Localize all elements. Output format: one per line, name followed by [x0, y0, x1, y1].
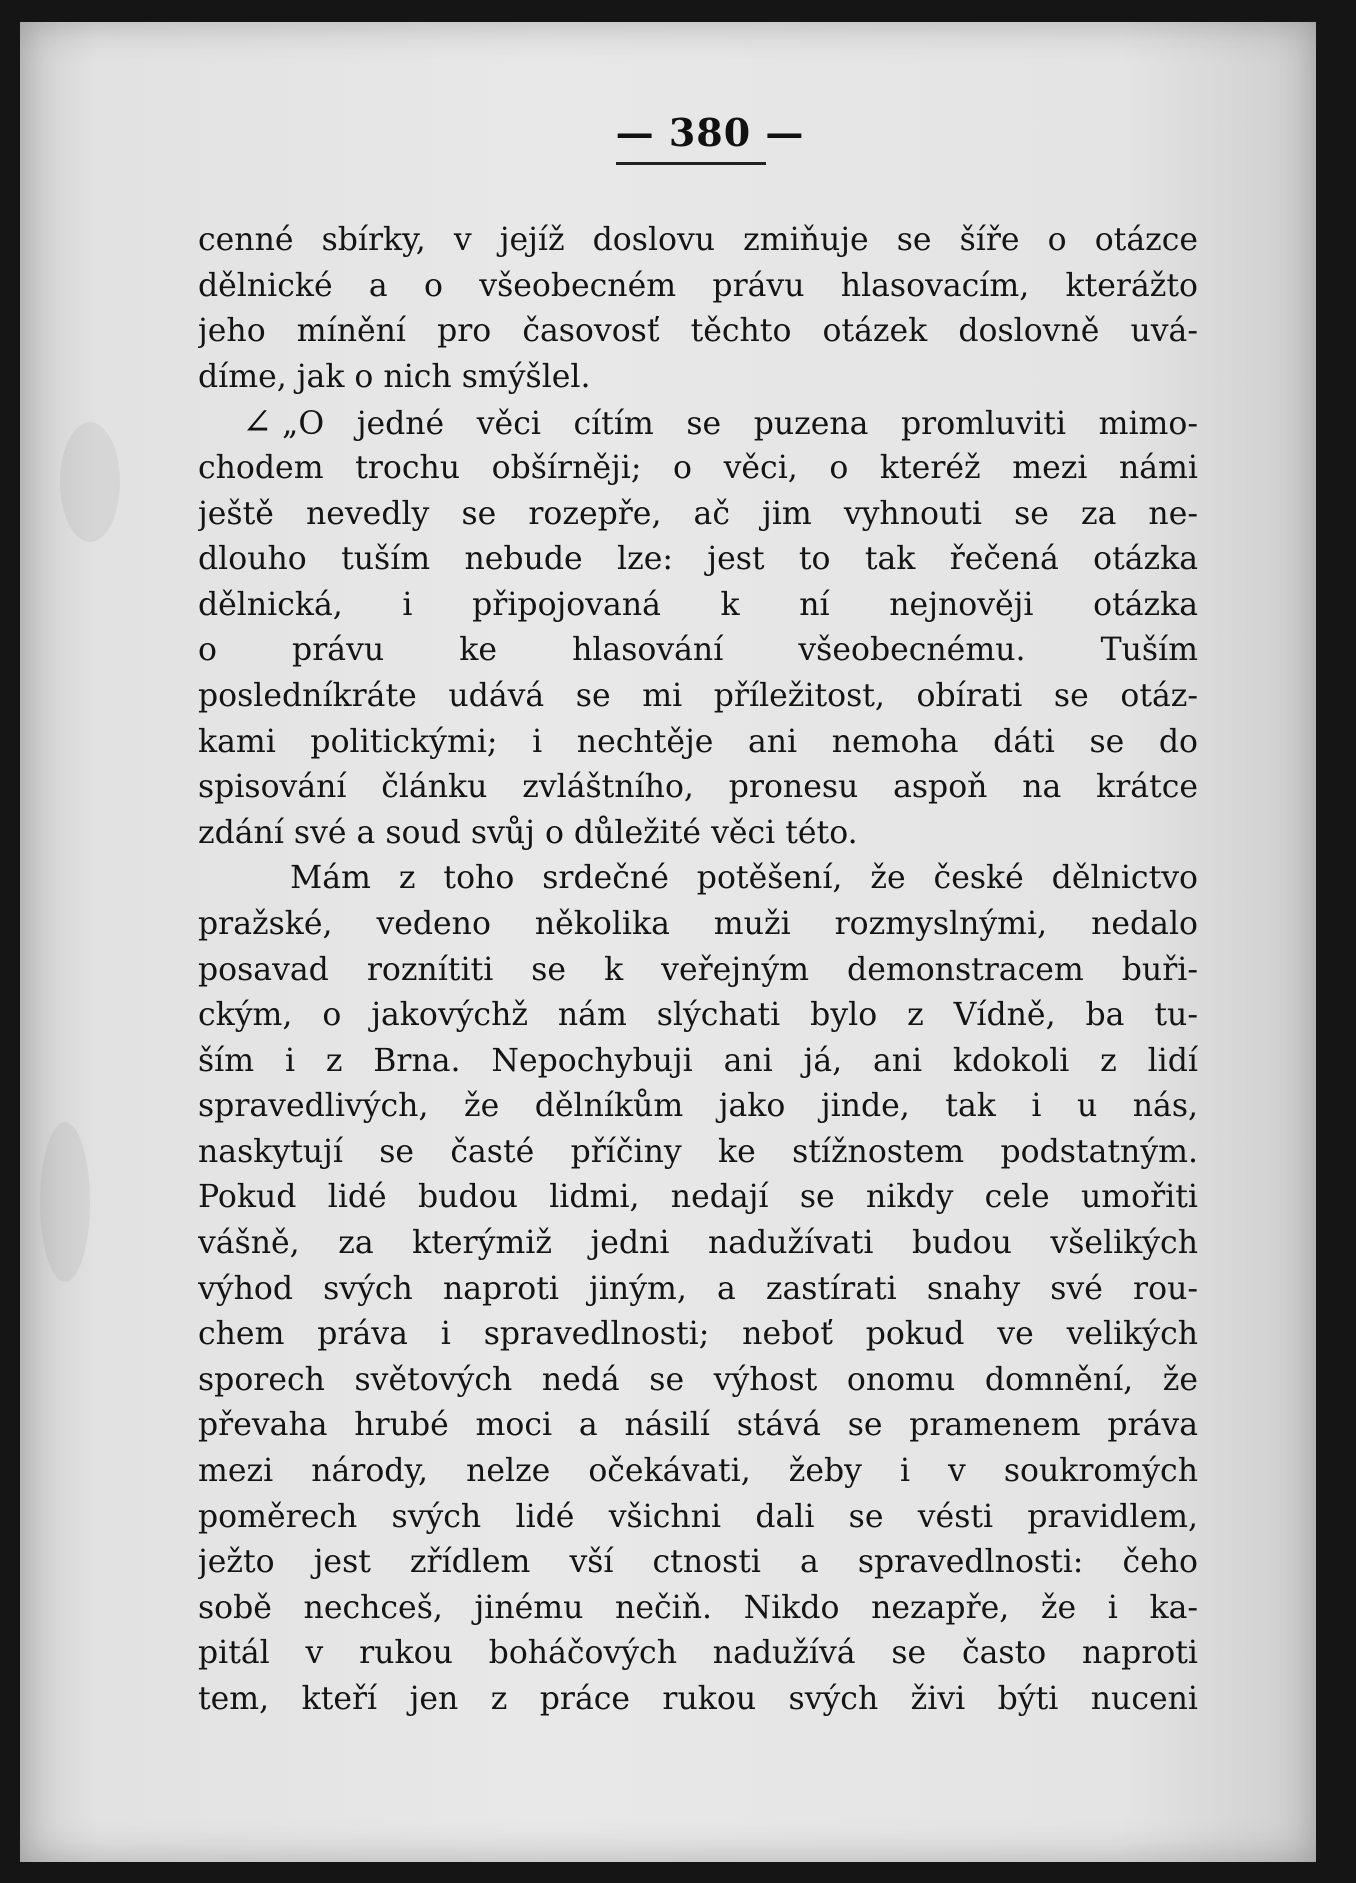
- text-line: chodem trochu obšírněji; o věci, o kteréž mezi námi: [198, 449, 1198, 486]
- text-line: „O jedné věci cítím se puzena promluviti mimo-: [282, 406, 1198, 443]
- text-line: dělnická, i připojovaná k ní nejnověji otázka: [198, 586, 1198, 623]
- body-text: [198, 218, 1198, 1723]
- text-line: cenné sbírky, v jejíž doslovu zmiňuje se šíře o otázce: [198, 222, 1198, 258]
- text-line: posavad roznítiti se k veřejným demonstracem buři-: [198, 951, 1198, 988]
- text-line: sobě nechceš, jinému nečiň. Nikdo nezapře, že i ka-: [198, 1589, 1198, 1626]
- text-line: výhod svých naproti jiným, a zastírati snahy své rou-: [198, 1270, 1198, 1307]
- text-line: Mám z toho srdečné potěšení, že české dělnictvo: [290, 860, 1198, 897]
- text-line: jeho mínění pro časovosť těchto otázek doslovně uvá-: [198, 313, 1198, 350]
- text-line: pražské, vedeno několika muži rozmyslnými, nedalo: [198, 905, 1198, 942]
- text-line: ckým, o jakovýchž nám slýchati bylo z Vídně, ba tu-: [198, 997, 1198, 1034]
- text-line: zdání své a soud svůj o důležité věci této.: [198, 814, 858, 851]
- text-line: dělnické a o všeobecném právu hlasovacím, kterážto: [198, 267, 1198, 304]
- text-line: Pokud lidé budou lidmi, nedají se nikdy cele umořiti: [198, 1179, 1198, 1216]
- margin-mark: ∠: [242, 402, 273, 444]
- header-rule: [616, 162, 766, 165]
- text-line: spisování článku zvláštního, pronesu aspoň na krátce: [198, 769, 1198, 806]
- text-line: ještě nevedly se rozepře, ač jim vyhnouti se za ne-: [198, 495, 1198, 532]
- text-line: převaha hrubé moci a násilí stává se pramenem práva: [198, 1407, 1198, 1444]
- text-line: ježto jest zřídlem vší ctnosti a spravedlnosti: čeho: [198, 1544, 1198, 1581]
- text-line-with-mark: [198, 400, 1198, 446]
- paper-stain: [60, 422, 120, 542]
- text-line: mezi národy, nelze očekávati, žeby i v soukromých: [198, 1453, 1198, 1490]
- text-line: posledníkráte udává se mi příležitost, obírati se otáz-: [198, 677, 1198, 714]
- text-line: sporech světových nedá se výhost onomu domnění, že: [198, 1361, 1198, 1398]
- text-line: o právu ke hlasování všeobecnému. Tuším: [198, 632, 1198, 669]
- text-line: spravedlivých, že dělníkům jako jinde, tak i u nás,: [198, 1088, 1198, 1125]
- text-line: kami politickými; i nechtěje ani nemoha dáti se do: [198, 723, 1198, 760]
- text-line: tem, kteří jen z práce rukou svých živi býti nuceni: [198, 1681, 1198, 1717]
- text-line: dlouho tuším nebude lze: jest to tak řečená otázka: [198, 541, 1198, 578]
- page-number: — 380 —: [615, 110, 805, 155]
- paper-stain: [40, 1122, 90, 1282]
- text-line: poměrech svých lidé všichni dali se vésti pravidlem,: [198, 1498, 1198, 1535]
- text-line: naskytují se časté příčiny ke stížnostem podstatným.: [198, 1133, 1198, 1170]
- text-line: ším i z Brna. Nepochybuji ani já, ani kdokoli z lidí: [198, 1042, 1198, 1079]
- text-line: vášně, za kterýmiž jedni nadužívati budou všelikých: [198, 1225, 1198, 1262]
- text-line: díme, jak o nich smýšlel.: [198, 358, 591, 395]
- text-line: chem práva i spravedlnosti; neboť pokud ve velikých: [198, 1316, 1198, 1353]
- text-line: pitál v rukou boháčových nadužívá se často naproti: [198, 1635, 1198, 1672]
